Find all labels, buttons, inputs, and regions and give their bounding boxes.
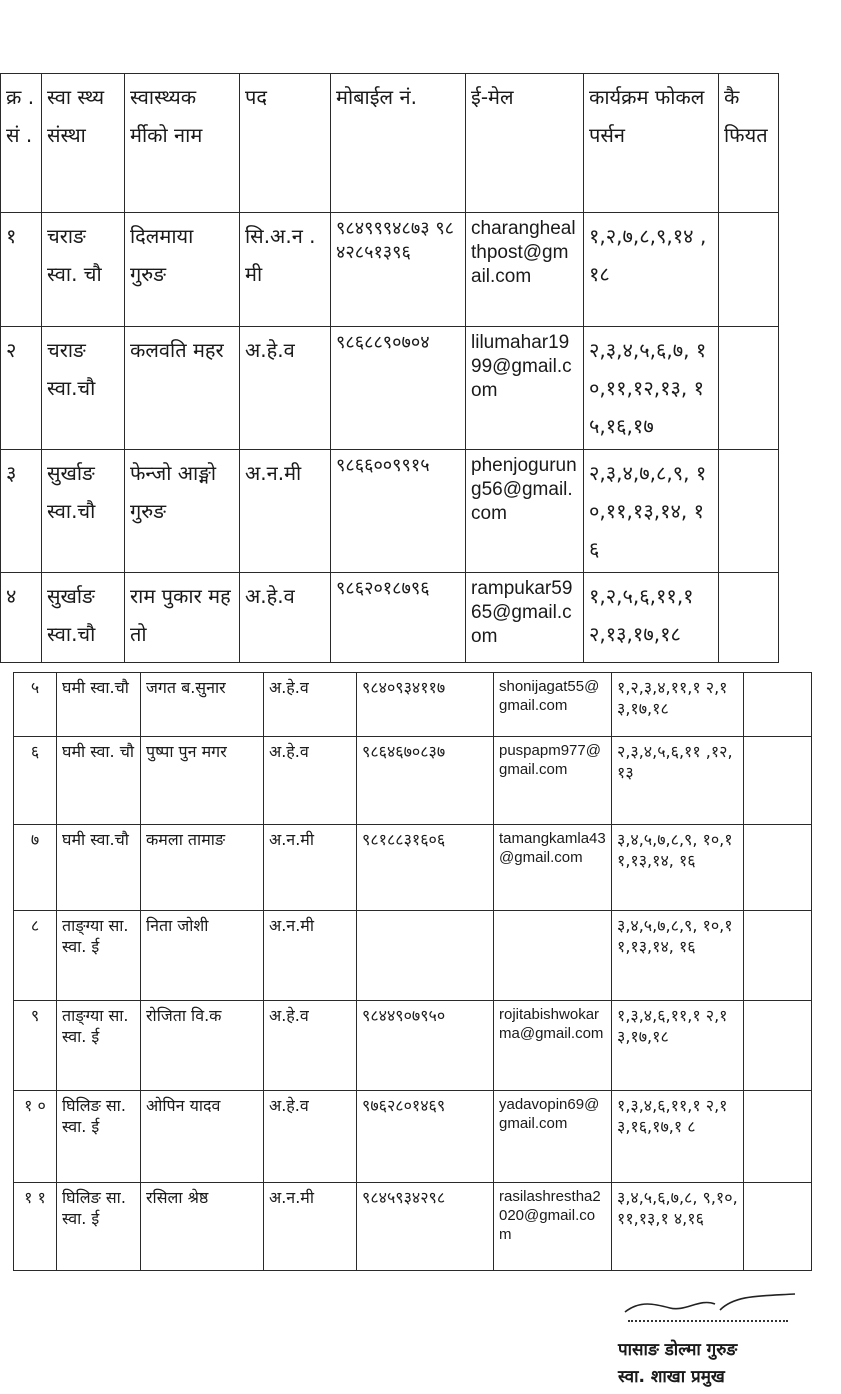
cell-name: दिलमाया गुरुङ [125,213,240,327]
cell-mobile: ९८४०९३४११७ [357,673,494,737]
cell-focal: १,३,४,६,११,१ २,१३,१७,१८ [612,1001,744,1091]
header-focal: कार्यक्रम फोकल पर्सन [584,74,719,213]
cell-post: अ.हे.व [264,1091,357,1183]
cell-institution: चराङ स्वा.चौ [42,327,125,450]
cell-name: रोजिता वि.क [141,1001,264,1091]
cell-name: फेन्जो आङ्मो गुरुङ [125,450,240,573]
table-row [14,911,812,1001]
cell-focal: १,२,५,६,११,१ २,१३,१७,१८ [584,573,719,663]
cell-post: अ.हे.व [264,1001,357,1091]
cell-name: जगत ब.सुनार [141,673,264,737]
staff-table-bottom [13,672,812,1271]
cell-institution: घिलिङ सा.स्वा. ई [57,1183,141,1271]
cell-focal: २,३,४,५,६,११ ,१२,१३ [612,737,744,825]
table-row [1,573,779,663]
cell-mobile: ९८१८८३१६०६ [357,825,494,911]
cell-sn: ७ [14,825,57,911]
cell-mobile: ९८६४६७०८३७ [357,737,494,825]
cell-remarks [719,327,779,450]
cell-institution: घमी स्वा.चौ [57,825,141,911]
cell-focal: ३,४,५,७,८,९, १०,११,१३,१४, १६ [612,911,744,1001]
header-post: पद [240,74,331,213]
table-row [14,1001,812,1091]
header-sn: क्र . सं . [1,74,42,213]
cell-name: पुष्पा पुन मगर [141,737,264,825]
header-institution: स्वा स्थ्य संस्था [42,74,125,213]
cell-focal: २,३,४,७,८,९, १०,११,१३,१४, १६ [584,450,719,573]
cell-sn: ६ [14,737,57,825]
cell-post: अ.न.मी [240,450,331,573]
signature-scribble [620,1290,800,1320]
table-row [1,327,779,450]
cell-email: shonijagat55@gmail.com [494,673,612,737]
cell-mobile: ९८६६००९९१५ [331,450,466,573]
table-row [14,673,812,737]
cell-remarks [744,737,812,825]
table-row [1,213,779,327]
cell-mobile: ९८४५९३४२९८ [357,1183,494,1271]
cell-email: rojitabishwokarma@gmail.com [494,1001,612,1091]
header-mobile: मोबाईल नं. [331,74,466,213]
cell-name: कमला तामाङ [141,825,264,911]
signatory-name: पासाङ डोल्मा गुरुङ [618,1340,738,1360]
cell-remarks [744,1091,812,1183]
cell-email: charanghealthpost@gmail.com [466,213,584,327]
cell-focal: १,२,३,४,११,१ २,१३,१७,१८ [612,673,744,737]
cell-post: अ.न.मी [264,825,357,911]
cell-sn: ४ [1,573,42,663]
cell-focal: ३,४,५,६,७,८, ९,१०,११,१३,१ ४,१६ [612,1183,744,1271]
cell-remarks [744,673,812,737]
cell-mobile: ९८६८८९०७०४ [331,327,466,450]
cell-sn: ५ [14,673,57,737]
cell-email: rampukar5965@gmail.com [466,573,584,663]
cell-mobile: ९७६२८०१४६९ [357,1091,494,1183]
cell-sn: १ १ [14,1183,57,1271]
cell-email: lilumahar1999@gmail.com [466,327,584,450]
cell-remarks [744,825,812,911]
cell-remarks [744,911,812,1001]
cell-name: ओपिन यादव [141,1091,264,1183]
cell-name: कलवति महर [125,327,240,450]
cell-remarks [719,213,779,327]
header-remarks: कै फियत [719,74,779,213]
cell-institution: सुर्खाङ स्वा.चौ [42,450,125,573]
cell-email [494,911,612,1001]
cell-focal: २,३,४,५,६,७, १०,११,१२,१३, १५,१६,१७ [584,327,719,450]
cell-mobile: ९८४९९९४८७३ ९८४२८५१३९६ [331,213,466,327]
table-row [14,1091,812,1183]
cell-sn: १ ० [14,1091,57,1183]
cell-name: रसिला श्रेष्ठ [141,1183,264,1271]
cell-post: अ.हे.व [240,327,331,450]
cell-sn: ३ [1,450,42,573]
cell-name: राम पुकार महतो [125,573,240,663]
cell-post: अ.न.मी [264,1183,357,1271]
cell-post: अ.हे.व [264,673,357,737]
cell-remarks [719,573,779,663]
cell-focal: १,२,७,८,९,१४ ,१८ [584,213,719,327]
cell-sn: २ [1,327,42,450]
cell-remarks [719,450,779,573]
header-row [1,74,779,213]
cell-mobile: ९८६२०१८७९६ [331,573,466,663]
cell-institution: ताङ्ग्या सा.स्वा. ई [57,1001,141,1091]
cell-post: अ.हे.व [240,573,331,663]
cell-sn: ८ [14,911,57,1001]
header-name: स्वास्थ्यक र्मीको नाम [125,74,240,213]
cell-email: tamangkamla43@gmail.com [494,825,612,911]
table-row [14,737,812,825]
cell-institution: ताङ्ग्या सा.स्वा. ई [57,911,141,1001]
cell-remarks [744,1183,812,1271]
cell-institution: घमी स्वा.चौ [57,673,141,737]
signatory-title: स्वा. शाखा प्रमुख [618,1367,725,1387]
header-email: ई-मेल [466,74,584,213]
cell-email: yadavopin69@gmail.com [494,1091,612,1183]
cell-sn: ९ [14,1001,57,1091]
cell-mobile [357,911,494,1001]
cell-focal: १,३,४,६,११,१ २,१३,१६,१७,१ ८ [612,1091,744,1183]
cell-email: puspapm977@gmail.com [494,737,612,825]
cell-remarks [744,1001,812,1091]
cell-institution: चराङ स्वा. चौ [42,213,125,327]
cell-post: अ.हे.व [264,737,357,825]
cell-email: phenjogurung56@gmail.com [466,450,584,573]
staff-table-top [0,73,779,663]
cell-mobile: ९८४४९०७९५० [357,1001,494,1091]
cell-institution: घिलिङ सा.स्वा. ई [57,1091,141,1183]
cell-focal: ३,४,५,७,८,९, १०,११,१३,१४, १६ [612,825,744,911]
cell-sn: १ [1,213,42,327]
cell-institution: घमी स्वा. चौ [57,737,141,825]
table-row [14,825,812,911]
cell-post: अ.न.मी [264,911,357,1001]
cell-name: निता जोशी [141,911,264,1001]
signature-line [628,1320,788,1322]
table-row [14,1183,812,1271]
cell-institution: सुर्खाङ स्वा.चौ [42,573,125,663]
table-row [1,450,779,573]
cell-post: सि.अ.न .मी [240,213,331,327]
cell-email: rasilashrestha2020@gmail.com [494,1183,612,1271]
